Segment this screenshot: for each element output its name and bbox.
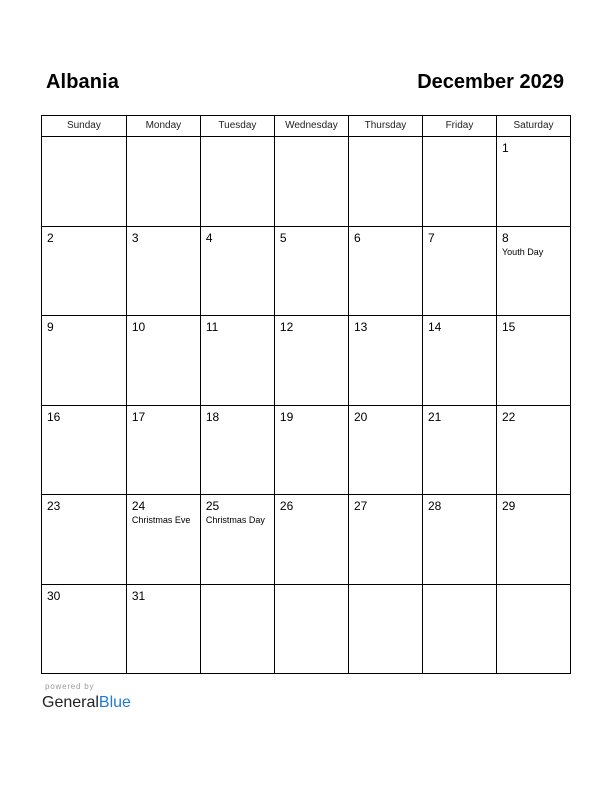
- day-cell: [275, 406, 349, 496]
- day-number: 1: [502, 141, 509, 155]
- day-cell: [423, 137, 497, 227]
- calendar-grid: [41, 115, 571, 674]
- day-cell: [127, 316, 201, 406]
- weekday-thursday: Thursday: [349, 116, 423, 137]
- week-row: [42, 316, 571, 406]
- day-cell: [349, 406, 423, 496]
- day-number: 21: [427, 409, 442, 424]
- holiday-label: Youth Day: [502, 246, 544, 257]
- weekday-friday: Friday: [423, 116, 497, 137]
- day-cell: [275, 585, 349, 675]
- day-cell: [42, 316, 127, 406]
- day-cell: [201, 585, 275, 675]
- weekday-sunday: Sunday: [42, 116, 127, 137]
- weekday-wednesday: Wednesday: [275, 116, 349, 137]
- day-cell: [497, 316, 571, 406]
- day-cell: [349, 585, 423, 675]
- day-number: 19: [279, 409, 294, 424]
- weekday-monday: Monday: [127, 116, 201, 137]
- generalblue-logo[interactable]: [42, 694, 131, 712]
- day-cell: [497, 495, 571, 585]
- weekday-tuesday: Tuesday: [201, 116, 275, 137]
- brand-general-text: General: [42, 694, 99, 711]
- day-number: 23: [47, 499, 61, 513]
- week-row: [42, 585, 571, 675]
- weekday-header-row: [42, 116, 571, 137]
- month-year-title: December 2029: [417, 71, 564, 93]
- day-cell: [423, 495, 497, 585]
- day-number: 29: [502, 499, 516, 513]
- day-cell: [349, 137, 423, 227]
- day-number: 30: [47, 588, 61, 603]
- day-cell: [127, 585, 201, 675]
- day-cell: [423, 227, 497, 317]
- day-cell: [42, 137, 127, 227]
- holiday-label: Christmas Day: [205, 515, 265, 525]
- day-number: 11: [205, 320, 219, 334]
- day-cell: [423, 406, 497, 496]
- day-cell: [42, 227, 127, 317]
- day-cell: [349, 495, 423, 585]
- day-number: 24: [131, 499, 146, 513]
- day-cell: [423, 316, 497, 406]
- day-number: 25: [205, 499, 220, 513]
- day-cell: [275, 495, 349, 585]
- day-cell: [349, 227, 423, 317]
- day-number: 16: [47, 409, 61, 424]
- day-number: 9: [47, 320, 54, 334]
- day-cell: [349, 316, 423, 406]
- brand-blue-text: Blue: [98, 694, 131, 711]
- day-cell: [127, 137, 201, 227]
- day-number: 26: [279, 499, 294, 513]
- powered-by-label: powered by: [45, 682, 95, 691]
- day-number: 31: [131, 588, 146, 603]
- country-title: Albania: [46, 71, 119, 93]
- day-cell: [201, 495, 275, 585]
- day-number: 3: [131, 230, 139, 245]
- day-cell: [127, 227, 201, 317]
- day-cell: [497, 137, 571, 227]
- week-row: [42, 495, 571, 585]
- day-number: 4: [205, 230, 213, 245]
- day-cell: [201, 406, 275, 496]
- day-cell: [201, 316, 275, 406]
- week-row: [42, 406, 571, 496]
- day-number: 14: [427, 320, 442, 334]
- day-cell: [42, 495, 127, 585]
- day-number: 28: [427, 499, 442, 513]
- day-cell: [127, 495, 201, 585]
- day-number: 20: [353, 409, 368, 424]
- day-number: 10: [131, 320, 146, 334]
- day-cell: [497, 585, 571, 675]
- day-number: 17: [131, 409, 146, 424]
- day-cell: [42, 585, 127, 675]
- day-number: 22: [502, 409, 516, 424]
- week-row: [42, 137, 571, 227]
- day-number: 12: [279, 320, 294, 334]
- day-cell: [201, 137, 275, 227]
- day-number: 7: [427, 230, 435, 245]
- weekday-saturday: Saturday: [497, 116, 571, 137]
- day-cell: [275, 227, 349, 317]
- day-number: 27: [353, 499, 368, 513]
- day-cell: [423, 585, 497, 675]
- day-cell: [127, 406, 201, 496]
- day-cell: [275, 137, 349, 227]
- day-cell: [42, 406, 127, 496]
- day-number: 5: [279, 230, 287, 245]
- day-cell: [275, 316, 349, 406]
- day-cell: [201, 227, 275, 317]
- day-number: 18: [205, 409, 220, 424]
- day-number: 6: [353, 230, 361, 245]
- day-number: 15: [502, 320, 516, 334]
- holiday-label: Christmas Eve: [131, 515, 191, 525]
- day-number: 13: [353, 320, 368, 334]
- day-number: 8: [502, 230, 509, 245]
- day-cell: [497, 227, 571, 317]
- day-number: 2: [47, 230, 54, 245]
- week-row: [42, 227, 571, 317]
- day-cell: [497, 406, 571, 496]
